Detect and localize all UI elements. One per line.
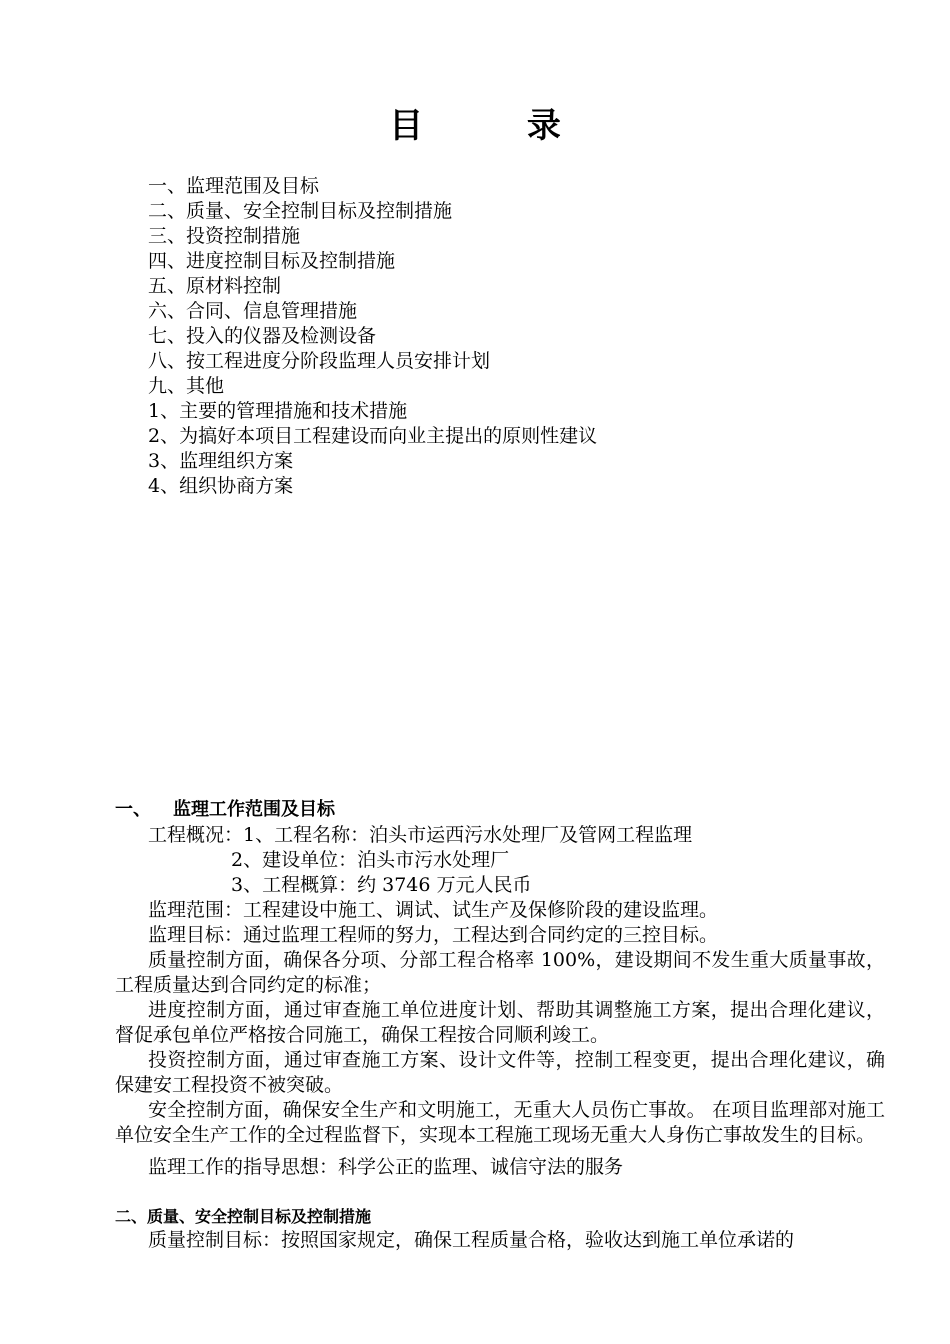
section-2-heading: 二、质量、安全控制目标及控制措施 (115, 1207, 372, 1226)
page-title: 目 录 (389, 106, 607, 146)
toc-item: 二、质量、安全控制目标及控制措施 (148, 200, 453, 222)
schedule-paragraph: 进度控制方面，通过审查施工单位进度计划、帮助其调整施工方案，提出合理化建议，督促承包单位严格按合同施工，确保工程按合同顺利竣工。 (115, 999, 885, 1046)
toc-item: 八、按工程进度分阶段监理人员安排计划 (148, 350, 491, 372)
toc-item: 九、其他 (148, 375, 225, 397)
section-1-number: 一、 (115, 799, 151, 820)
toc-item: 六、合同、信息管理措施 (148, 300, 358, 322)
toc-item: 4、组织协商方案 (148, 475, 294, 497)
overview-line-1: 工程概况：1、工程名称：泊头市运西污水处理厂及管网工程监理 (148, 824, 693, 846)
toc-item: 四、进度控制目标及控制措施 (148, 250, 396, 272)
quality-paragraph: 质量控制方面，确保各分项、分部工程合格率 100%，建设期间不发生重大质量事故，工程质量达到合同约定的标准； (115, 949, 885, 996)
quality-goal-text: 质量控制目标：按照国家规定，确保工程质量合格，验收达到施工单位承诺的 (148, 1229, 795, 1251)
toc-item: 一、监理范围及目标 (148, 175, 320, 197)
goal-text: 监理目标：通过监理工程师的努力，工程达到合同约定的三控目标。 (148, 924, 719, 946)
section-2 (115, 1206, 885, 1253)
toc-item: 三、投资控制措施 (148, 225, 301, 247)
toc-item: 五、原材料控制 (148, 275, 282, 297)
section-1-title: 监理工作范围及目标 (173, 799, 335, 820)
table-of-contents (148, 174, 848, 499)
toc-item: 3、监理组织方案 (148, 450, 294, 472)
toc-item: 2、为搞好本项目工程建设而向业主提出的原则性建议 (148, 425, 598, 447)
overview-line-3: 3、工程概算：约 3746 万元人民币 (231, 874, 532, 896)
toc-item: 1、主要的管理措施和技术措施 (148, 400, 408, 422)
section-1 (115, 797, 885, 1180)
section-1-heading (115, 797, 885, 823)
investment-paragraph: 投资控制方面，通过审查施工方案、设计文件等，控制工程变更，提出合理化建议，确保建安工程投资不被突破。 (115, 1049, 885, 1096)
toc-item: 七、投入的仪器及检测设备 (148, 325, 377, 347)
overview-line-2: 2、建设单位：泊头市污水处理厂 (231, 849, 510, 871)
safety-paragraph: 安全控制方面，确保安全生产和文明施工，无重大人员伤亡事故。 在项目监理部对施工单位安全生产工作的全过程监督下，实现本工程施工现场无重大人身伤亡事故发生的目标。 (115, 1099, 885, 1146)
guiding-principle: 监理工作的指导思想：科学公正的监理、诚信守法的服务 (148, 1156, 624, 1178)
scope-text: 监理范围：工程建设中施工、调试、试生产及保修阶段的建设监理。 (148, 899, 719, 921)
